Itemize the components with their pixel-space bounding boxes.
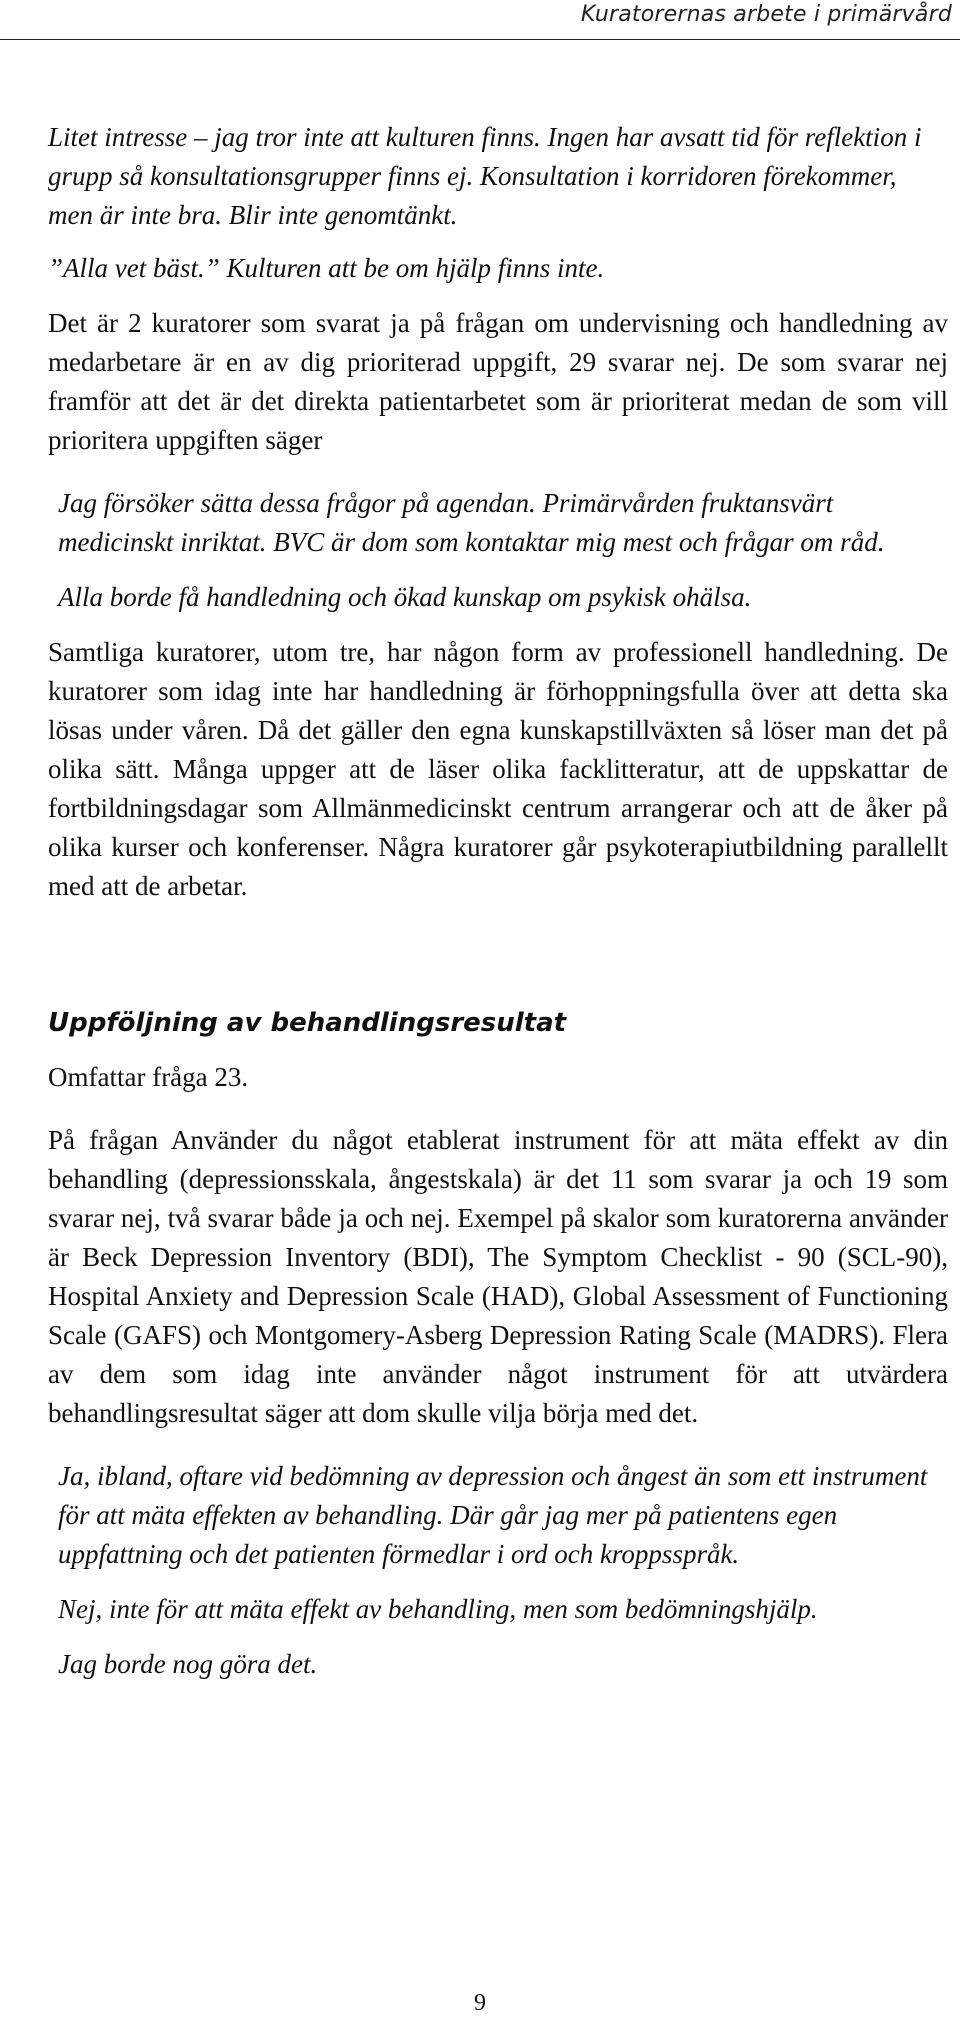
- header-rule: [0, 39, 960, 40]
- quote-culture: Litet intresse – jag tror inte att kulturen finns. Ingen har avsatt tid för reflektion i grupp så konsultationsgrupper finns ej. Konsultation i korridoren förekommer, men är inte bra. Blir inte genomtänkt.: [48, 122, 922, 230]
- page-body: [48, 118, 948, 1684]
- quote-supervision-for-all: Alla borde få handledning och ökad kunskap om psykisk ohälsa.: [58, 582, 752, 612]
- paragraph-teaching-priority: Det är 2 kuratorer som svarat ja på frågan om undervisning och handledning av medarbetare är en av dig prioriterad uppgift, 29 svarar nej. De som svarar nej framför att det är det direkta patientarbetet som är prioriterat medan de som vill prioritera uppgiften säger: [48, 308, 948, 455]
- quote-assessment-aid: Nej, inte för att mäta effekt av behandling, men som bedömningshjälp.: [58, 1594, 818, 1624]
- section-heading: Uppföljning av behandlingsresultat: [48, 1008, 567, 1038]
- running-title: Kuratorernas arbete i primärvård: [580, 2, 952, 27]
- paragraph-measurement-instruments: På frågan Använder du något etablerat instrument för att mäta effekt av din behandling (depressionsskala, ångestskala) är det 11 som svarar ja och 19 som svarar nej, två svarar både ja och nej. Exempel på skalor som kuratorerna använder är Beck Depression Inventory (BDI), The Symptom Checklist - 90 (SCL-90), Hospital Anxiety and Depression Scale (HAD), Global Assessment of Functioning Scale (GAFS) och Montgomery-Asberg Depression Rating Scale (MADRS). Flera av dem som idag inte använder något instrument för att utvärdera behandlingsresultat säger att dom skulle vilja börja med det.: [48, 1125, 948, 1428]
- page-header: [0, 0, 960, 40]
- quote-everyone-knows-best: ”Alla vet bäst.” Kulturen att be om hjälp finns inte.: [48, 253, 605, 283]
- quote-agenda: Jag försöker sätta dessa frågor på agendan. Primärvården fruktansvärt medicinskt inriktat. BVC är dom som kontaktar mig mest och frågar om råd.: [58, 488, 885, 557]
- quote-should-do-it: Jag borde nog göra det.: [58, 1649, 318, 1679]
- quote-depression-assessment: Ja, ibland, oftare vid bedömning av depression och ångest än som ett instrument för att mäta effekten av behandling. Där går jag mer på patientens egen uppfattning och det patienten förmedlar i ord och kroppsspråk.: [58, 1461, 928, 1569]
- section-scope: Omfattar fråga 23.: [48, 1062, 249, 1092]
- paragraph-professional-supervision: Samtliga kuratorer, utom tre, har någon form av professionell handledning. De kuratorer som idag inte har handledning är förhoppningsfulla över att detta ska lösas under våren. Då det gäller den egna kunskapstillväxten så löser man det på olika sätt. Många uppger att de läser olika facklitteratur, att de uppskattar de fortbildningsdagar som Allmänmedicinskt centrum arrangerar och att de åker på olika kurser och konferenser. Några kuratorer går psykoterapiutbildning parallellt med att de arbetar.: [48, 637, 948, 901]
- page-number: 9: [474, 1990, 486, 2016]
